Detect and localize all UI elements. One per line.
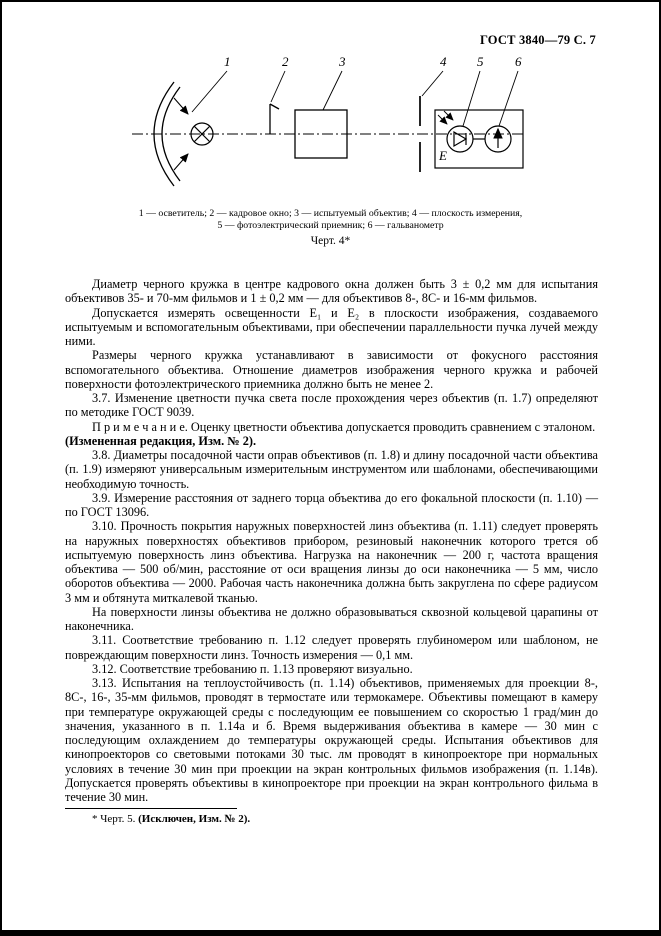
detector-label: Е	[439, 148, 447, 163]
note-paragraph: П р и м е ч а н и е. Оценку цветности объектива допускается проводить сравнением с эталоном.	[92, 419, 596, 434]
callout-3: 3	[339, 54, 346, 69]
optical-schematic	[130, 52, 530, 206]
figure-caption	[52, 208, 609, 231]
body-paragraph: 3.12. Соответствие требованию п. 1.13 проверяют визуально.	[92, 661, 413, 676]
figure-4-diagram	[130, 52, 530, 206]
objective-rect	[295, 110, 347, 158]
revision-note: (Измененная редакция, Изм. № 2).	[65, 433, 257, 448]
figure-caption-line1: 1 — осветитель; 2 — кадровое окно; 3 — испытуемый объектив; 4 — плоскость измерения,	[138, 208, 523, 219]
body-paragraph: Размеры черного кружка устанавливают в зависимости от фокусного расстояния вспомогательного объектива. Отношение диаметров изображения черного кружка и рабочей поверхности фотоэлектрического приемника должно быть не менее 2.	[65, 348, 598, 391]
footnote-prefix: * Черт. 5.	[92, 813, 139, 825]
callout-6: 6	[515, 54, 522, 69]
body-paragraph: На поверхности линзы объектива не должно образовываться сквозной кольцевой царапины от наконечника.	[65, 604, 598, 633]
body-paragraph: Допускается измерять освещенности Е₁ и Е₂ в плоскости изображения, создаваемого испытуемым и вспомогательным объективами, при обеспечении параллельности пучка лучей между ними.	[65, 305, 598, 348]
frame-window-mark	[270, 104, 279, 134]
body-paragraph: 3.11. Соответствие требованию п. 1.12 следует проверять глубиномером или шаблоном, не повреждающим поверхности линз. Точность измерения — 0,1 мм.	[65, 633, 598, 662]
figure-caption-line2: 5 — фотоэлектрический приемник; 6 — гальванометр	[217, 219, 444, 231]
body-text	[65, 277, 598, 804]
figure-label: Черт. 4*	[310, 235, 351, 247]
body-paragraph: 3.8. Диаметры посадочной части оправ объективов (п. 1.8) и длину посадочной части объектива (п. 1.9) измеряют универсальным измерительным инструментом или шаблонами, обеспечивающими необходимую точность.	[65, 448, 598, 491]
body-paragraph: Диаметр черного кружка в центре кадрового окна должен быть 3 ± 0,2 мм для испытания объективов 35- и 70-мм фильмов и 1 ± 0,2 мм — для объективов 8-, 8С- и 16-мм фильмов.	[65, 277, 598, 306]
body-paragraph: 3.9. Измерение расстояния от заднего торца объектива до его фокальной плоскости (п. 1.10) — по ГОСТ 13096.	[65, 490, 598, 519]
body-paragraph: 3.13. Испытания на теплоустойчивость (п. 1.14) объективов, применяемых для проекции 8-, 8С-, 16-, 35-мм фильмов, проводят в термостате или термокамере. Объективы помещают в камеру при температуре окружающей среды с последующим ее повышением со скоростью 1 град/мин до значения, указанного в п. 1.14а и б. Время выдерживания объектива в камере — 30 мин с последующим охлаждением до температуры окружающей среды. Испытания объективов для кинопроекторов со световыми потоками 30 тыс. лм проводят в кинопроекторе при нормальных условиях в течение 30 мин при проекции на экран контрольных фильмов изображения (п. 1.14в). Допускается проверять объективы в кинопроекторе при проекции на экран контрольного фильма в течение 30 мин.	[65, 676, 598, 804]
callout-2: 2	[282, 54, 289, 69]
footnote-rule	[65, 808, 237, 809]
footnote	[65, 808, 598, 826]
footnote-text	[65, 813, 598, 826]
galvanometer-icon	[473, 126, 511, 152]
body-paragraph: 3.10. Прочность покрытия наружных поверхностей линз объектива (п. 1.11) следует проверять на наружных поверхностях объективов прибором, резиновый наконечник которого трется об испытуемую поверхность линз объектива. Нагрузка на наконечник — 200 г, частота вращения объектива — 500 об/мин, расстояние от оси вращения линзы до оси наконечника — 5 мм, число оборотов объектива — 2000. Рабочая часть наконечника должна быть закруглена по сфере радиусом 3 мм и обтянута миткалевой тканью.	[65, 519, 598, 605]
footnote-bold: (Исключен, Изм. № 2).	[138, 813, 251, 825]
callout-1: 1	[224, 54, 231, 69]
page-header: ГОСТ 3840—79 С. 7	[479, 33, 596, 47]
photodetector-icon	[438, 111, 473, 152]
callout-leaders	[192, 71, 518, 126]
callout-5: 5	[477, 54, 484, 69]
body-paragraph: 3.7. Изменение цветности пучка света после прохождения через объектив (п. 1.7) определяют по методике ГОСТ 9039.	[65, 391, 598, 420]
callout-4: 4	[440, 54, 447, 69]
